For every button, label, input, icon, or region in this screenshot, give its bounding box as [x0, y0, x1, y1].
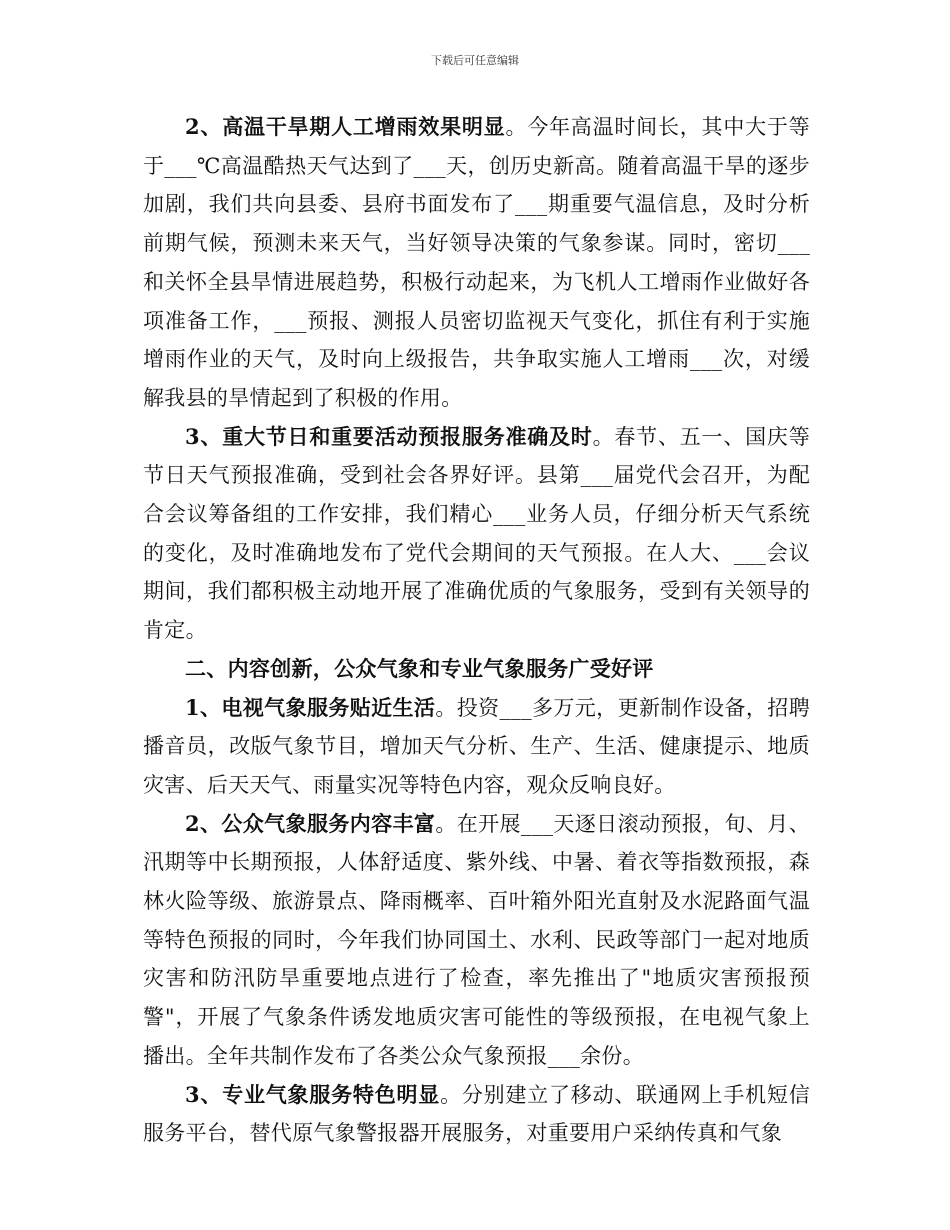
section-heading: 二、内容创新，公众气象和专业气象服务广受好评	[185, 655, 654, 681]
paragraph-drought-rain	[143, 108, 810, 418]
paragraph-lead: 2、公众气象服务内容丰富	[185, 810, 436, 836]
paragraph-public-weather	[143, 805, 810, 1076]
paragraph-text: 。春节、五一、国庆等节日天气预报准确，受到社会各界好评。县第___届党代会召开，为配合会议筹备组的工作安排，我们精心___业务人员，仔细分析天气系统的变化，及时准确地发布了党代会期间的天气预报。在人大、___会议期间，我们都积极主动地开展了准确优质的气象服务，受到有关领导的肯定。	[143, 424, 811, 643]
paragraph-lead: 3、重大节日和重要活动预报服务准确及时	[185, 423, 593, 449]
paragraph-professional-weather	[143, 1076, 810, 1153]
paragraph-text: 。今年高温时间长，其中大于等于___℃高温酷热天气达到了___天，创历史新高。随着高温干旱的逐步加剧，我们共向县委、县府书面发布了___期重要气温信息，及时分析前期气候，预测未来天气，当好领导决策的气象参谋。同时，密切___和关怀全县旱情进展趋势，积极行动起来，为飞机人工增雨作业做好各项准备工作，___预报、测报人员密切监视天气变化，抓住有利于实施增雨作业的天气，及时向上级报告，共争取实施人工增雨___次，对缓解我县的旱情起到了积极的作用。	[143, 115, 810, 410]
paragraph-tv-weather	[143, 689, 810, 805]
page-header-note: 下载后可任意编辑	[431, 54, 519, 67]
document-body	[143, 108, 810, 1153]
paragraph-holiday-forecast	[143, 418, 810, 650]
paragraph-text: 。在开展___天逐日滚动预报，旬、月、汛期等中长期预报，人体舒适度、紫外线、中暑、着衣等指数预报，森林火险等级、旅游景点、降雨概率、百叶箱外阳光直射及水泥路面气温等特色预报的同时，今年我们协同国土、水利、民政等部门一起对地质灾害和防汛防旱重要地点进行了检查，率先推出了"地质灾害预报预警"，开展了气象条件诱发地质灾害可能性的等级预报，在电视气象上播出。全年共制作发布了各类公众气象预报___余份。	[143, 811, 810, 1068]
paragraph-lead: 2、高温干旱期人工增雨效果明显	[185, 114, 506, 139]
paragraph-lead: 3、专业气象服务特色明显	[185, 1081, 441, 1107]
paragraph-text: 。分别建立了移动、联通网上手机短信服务平台，替代原气象警报器开展服务，对重要用户采纳传真和气象	[143, 1082, 810, 1146]
paragraph-text: 。投资___多万元，更新制作设备，招聘播音员，改版气象节目，增加天气分析、生产、生活、健康提示、地质灾害、后天天气、雨量实况等特色内容，观众反响良好。	[143, 695, 810, 797]
paragraph-lead: 1、电视气象服务贴近生活	[185, 694, 436, 720]
